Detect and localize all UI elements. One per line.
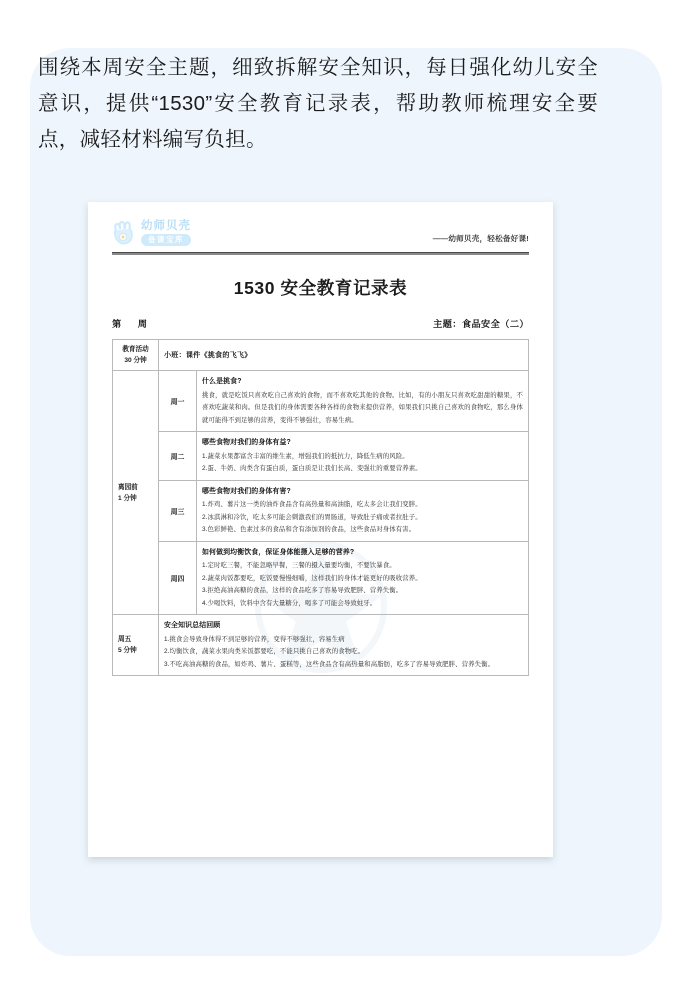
dismissal-period-line2: 1 分钟 xyxy=(118,494,137,502)
theme-label: 主题：食品安全（二） xyxy=(433,319,529,329)
day-content-tuesday xyxy=(197,432,529,481)
brand-subtitle: 备课宝库 xyxy=(141,234,191,246)
day-label-wednesday: 周三 xyxy=(159,480,197,541)
content-heading: 哪些食物对我们的身体有害? xyxy=(202,487,291,495)
activity-period-line1: 教育活动 xyxy=(122,346,149,353)
table-row-activity xyxy=(113,340,529,371)
summary-period-line2: 5 分钟 xyxy=(118,647,137,654)
document-title: 1530 安全教育记录表 xyxy=(233,278,408,298)
content-heading: 安全知识总结回顾 xyxy=(164,622,221,629)
content-heading: 哪些食物对我们的身体有益? xyxy=(202,439,291,446)
table-row xyxy=(113,541,529,615)
table-row xyxy=(113,480,529,541)
day-label-thursday: 周四 xyxy=(159,541,197,615)
safety-record-table xyxy=(112,339,529,676)
activity-content-cell: 小班：课件《挑食的飞飞》 xyxy=(159,340,529,371)
brand-name: 幼师贝壳 xyxy=(141,220,191,232)
content-line: 3.色彩鲜艳、色素过多的食品和含有添加剂的食品，这些食品对身体有害。 xyxy=(202,526,416,533)
table-row-summary xyxy=(113,615,529,676)
content-line: 1.挑食会导致身体得不到足够的营养，变得不够强壮，容易生病 xyxy=(164,635,345,643)
day-label-tuesday: 周二 xyxy=(159,432,197,481)
content-line: 2.冰淇淋和冷饮，吃太多可能会刺激我们的胃肠道，导致肚子痛或者拉肚子。 xyxy=(202,513,422,521)
letterhead xyxy=(112,220,529,252)
intro-block xyxy=(38,50,598,158)
content-heading: 什么是挑食? xyxy=(202,378,242,385)
document-body xyxy=(88,202,553,676)
content-line: 1.定时吃三餐，不能忽略早餐，三餐的摄入量要均衡，不要饮暴食。 xyxy=(202,562,396,569)
activity-period-cell xyxy=(113,340,159,371)
content-line: 1.炸鸡、薯片这一类的油炸食品含有高热量和高油脂，吃太多会让我们变胖。 xyxy=(202,501,422,508)
shell-hand-icon xyxy=(112,221,138,245)
intro-paragraph: 围绕本周安全主题，细致拆解安全知识，每日强化幼儿安全意识，提供“1530”安全教育记录表，帮助教师梳理安全要点，减轻材料编写负担。 xyxy=(38,56,598,151)
content-line: 2.蔬菜肉饭都要吃，吃饭要慢慢细嚼，这样我们的身体才能更好的吸收营养。 xyxy=(202,574,422,582)
day-content-monday xyxy=(197,371,529,432)
document-meta xyxy=(112,316,529,330)
content-line: 3.拒绝高油高糖的食品，这样的食品吃多了容易导致肥胖、营养失衡。 xyxy=(202,587,403,594)
activity-period-line2: 30 分钟 xyxy=(124,357,147,364)
table-row xyxy=(113,371,529,432)
content-line: 3.不吃高油高糖的食品，如炸鸡、薯片、蛋糕等，这些食品含有高热量和高脂肪，吃多了容易导致肥胖、营养失衡。 xyxy=(164,660,495,668)
dismissal-period-line1: 离园前 xyxy=(118,483,138,491)
summary-content-cell xyxy=(159,615,529,676)
summary-period-line1: 周五 xyxy=(118,636,132,643)
letterhead-divider xyxy=(112,252,529,256)
content-line: 4.少喝饮料，饮料中含有大量糖分，喝多了可能会导致蛀牙。 xyxy=(202,599,377,607)
day-content-wednesday xyxy=(197,480,529,541)
content-heading: 如何做到均衡饮食，保证身体能摄入足够的营养? xyxy=(202,548,355,556)
table-row xyxy=(113,432,529,481)
content-line: 1.蔬菜水果都富含丰富的维生素，增强我们的抵抗力，降低生病的风险。 xyxy=(202,452,409,460)
content-line: 2.蛋、牛奶、肉类含有蛋白质，蛋白质是让我们长高、变强壮的重要营养素。 xyxy=(202,465,422,472)
day-label-monday: 周一 xyxy=(159,371,197,432)
brand-tagline: ——幼师贝壳，轻松备好课! xyxy=(432,233,529,243)
dismissal-period-cell xyxy=(113,371,159,615)
content-line: 2.均衡饮食，蔬菜水果肉类米饭都要吃，不能只挑自己喜欢的食物吃。 xyxy=(164,648,365,655)
document-sheet xyxy=(88,202,553,857)
day-content-thursday xyxy=(197,541,529,615)
week-label: 第 周 xyxy=(112,319,154,329)
summary-period-cell xyxy=(113,615,159,676)
content-line: 挑食，就是吃饭只喜欢吃自己喜欢的食物，而不喜欢吃其他的食物。比如，有的小朋友只喜欢吃甜甜的糖果，不喜欢吃蔬菜和肉。但是我们的身体需要各种各样的食物来提供营养，如果我们只挑自己喜欢的食物吃，那么身体就可能得不到足够的营养，变得不够强壮，容易生病。 xyxy=(202,391,523,424)
brand-logo xyxy=(112,220,191,246)
